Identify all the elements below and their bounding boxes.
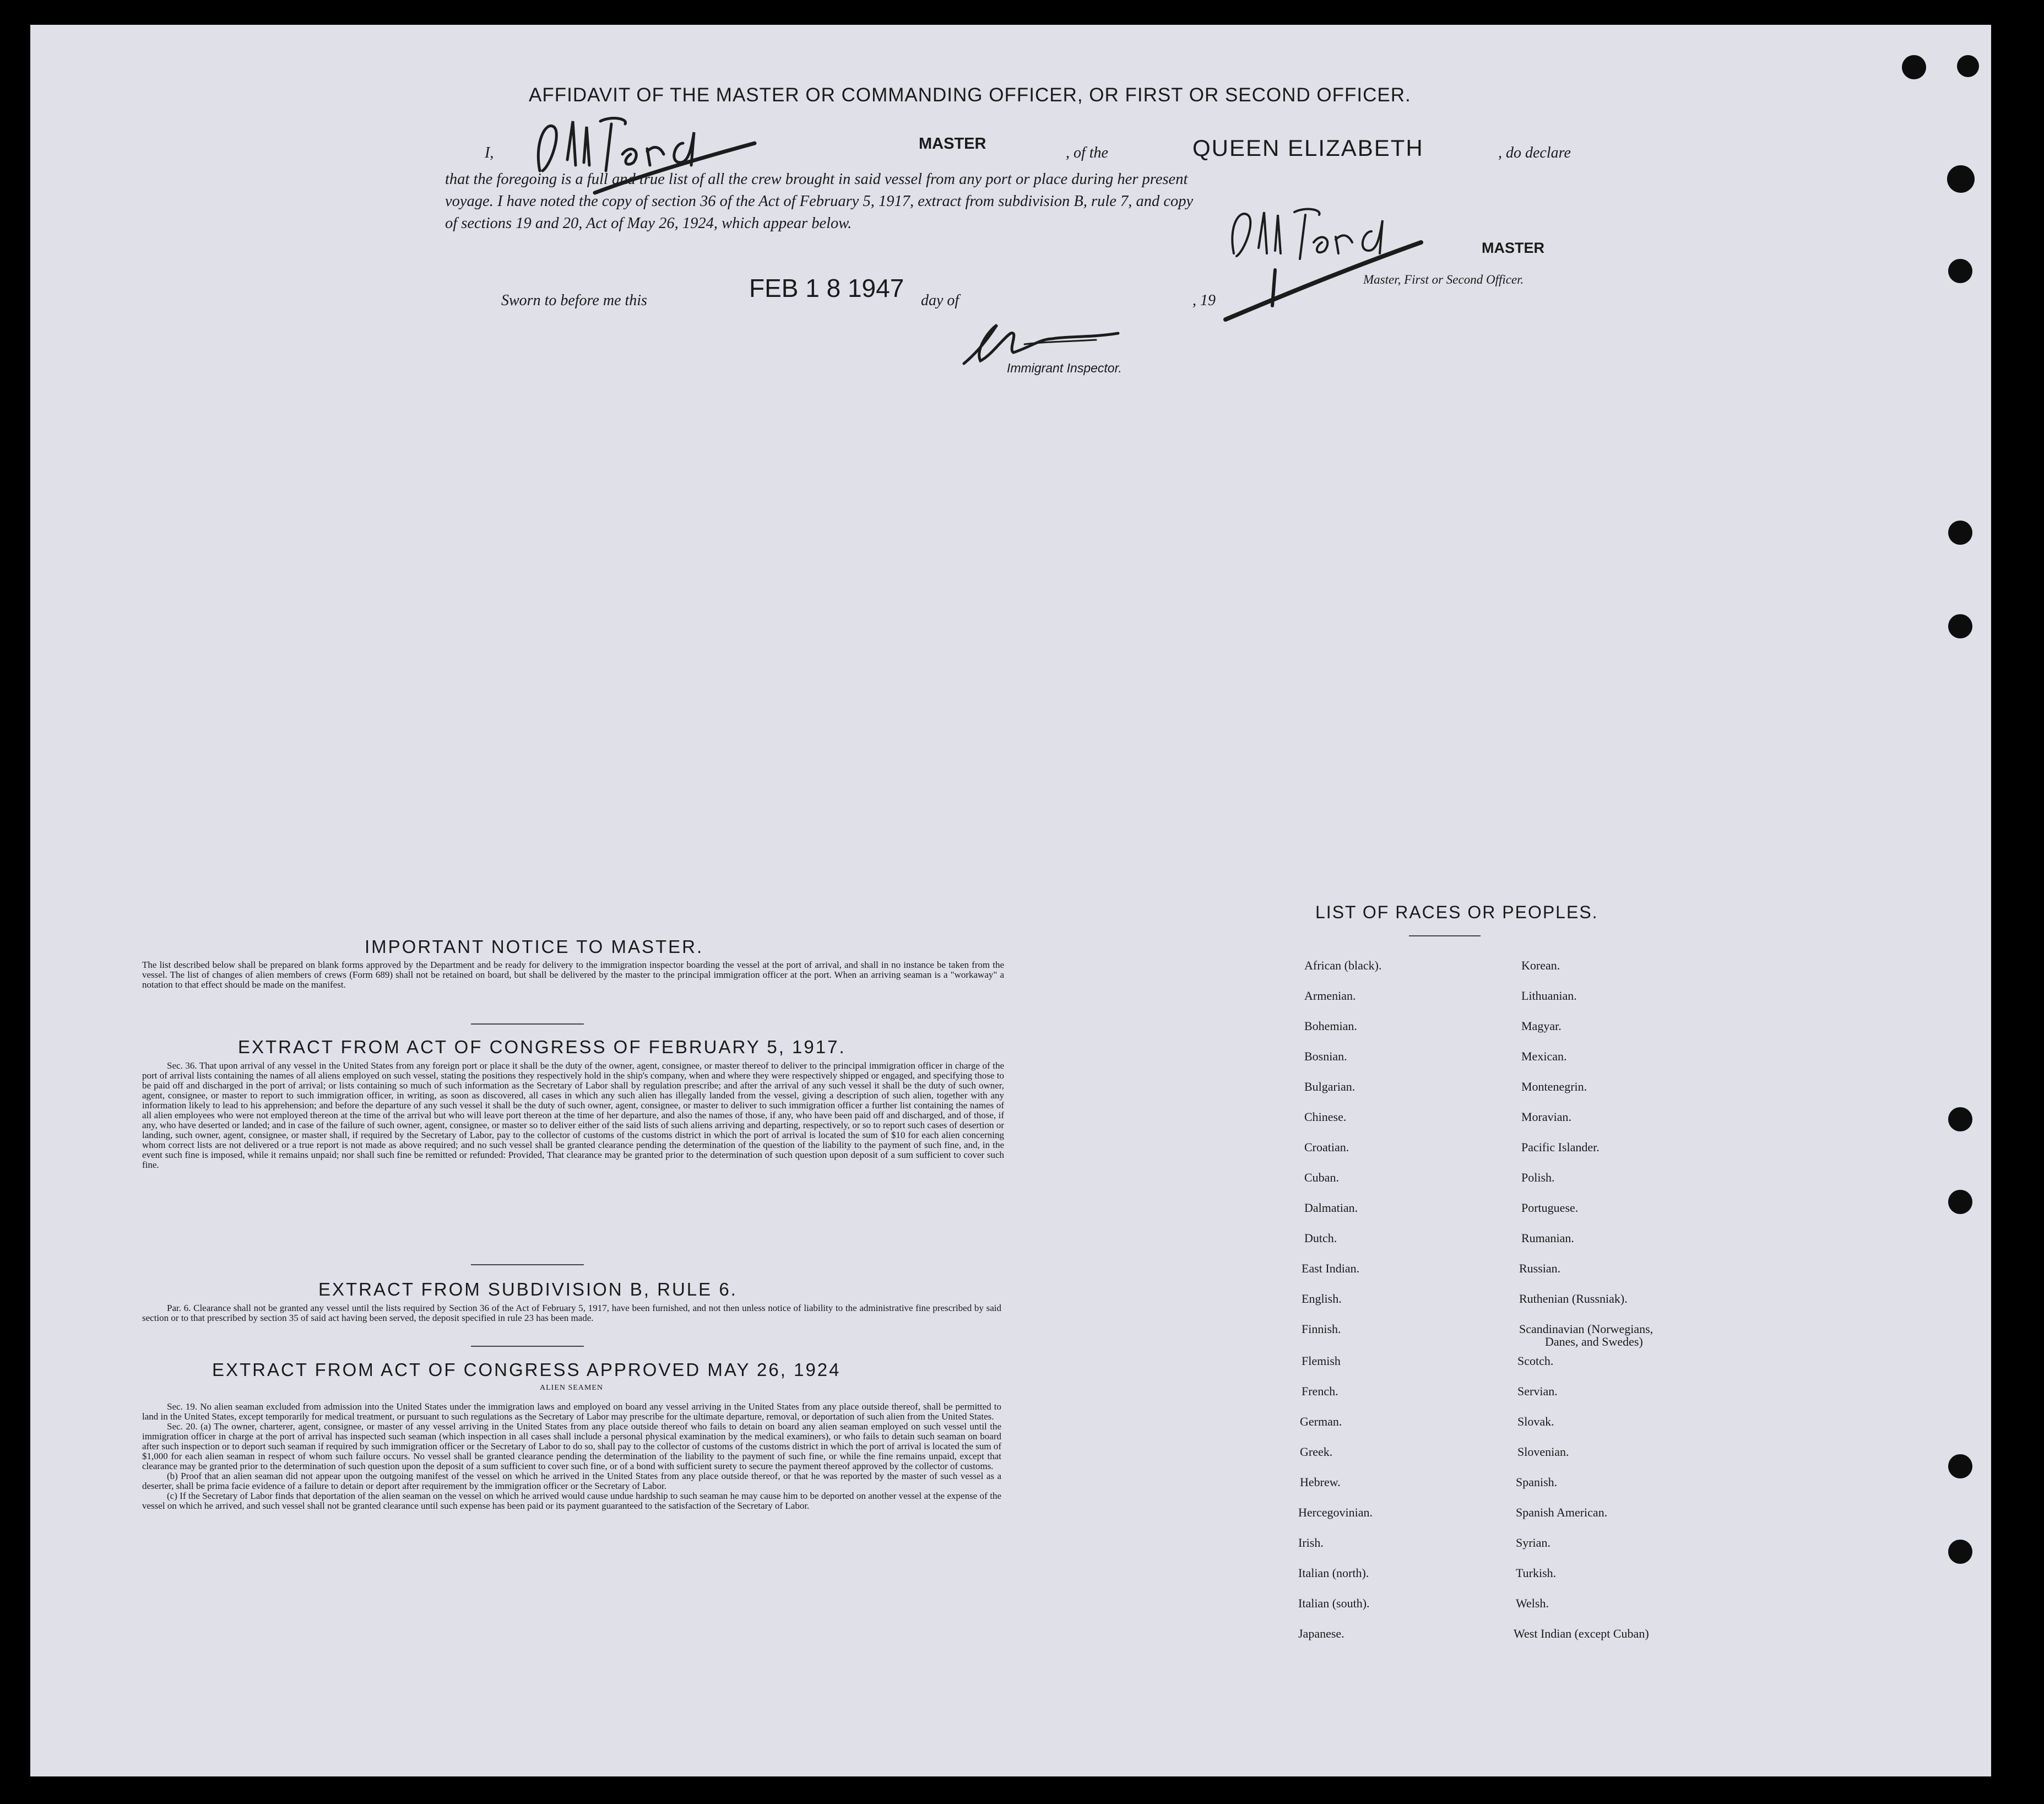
signer-caption: Master, First or Second Officer. bbox=[1363, 273, 1524, 286]
race-item: Finnish. bbox=[1302, 1322, 1341, 1336]
race-item: Irish. bbox=[1298, 1536, 1324, 1550]
master-signature-2 bbox=[1223, 204, 1443, 325]
race-item: Scotch. bbox=[1517, 1354, 1554, 1368]
race-item: Slovenian. bbox=[1517, 1445, 1569, 1459]
year-prefix: , 19 bbox=[1192, 292, 1216, 309]
race-item: Montenegrin. bbox=[1521, 1080, 1587, 1093]
race-item: Dalmatian. bbox=[1304, 1201, 1358, 1215]
race-item: Syrian. bbox=[1516, 1536, 1550, 1550]
section-19-text: Sec. 19. No alien seaman excluded from admission into the United States under the immigration laws and employed on board any vessel arriving in the United States from any place outside thereof, shall be permitted to land in the United States, except temporarily for medical treatment, or pursuant to such regulations as the Secretary of Labor may prescribe for the ultimate departure, removal, or deportation of such alien from the United States. bbox=[142, 1401, 1001, 1422]
race-item: Italian (north). bbox=[1298, 1566, 1369, 1580]
signer-stamp: MASTER bbox=[1482, 240, 1544, 256]
race-item: Pacific Islander. bbox=[1521, 1140, 1600, 1154]
race-item: Welsh. bbox=[1516, 1596, 1549, 1610]
race-item: Moravian. bbox=[1521, 1110, 1572, 1124]
subdivision-title: EXTRACT FROM SUBDIVISION B, RULE 6. bbox=[318, 1279, 738, 1299]
punch-hole bbox=[1947, 165, 1975, 193]
race-item: German. bbox=[1300, 1415, 1342, 1428]
race-item: Bohemian. bbox=[1304, 1019, 1357, 1033]
section-20c-text: (c) If the Secretary of Labor finds that deportation of the alien seaman on the vessel on which he arrived would cause undue hardship to such seaman he may cause him to be deported on another vessel at the expense of the vessel on which he arrived, and such vessel shall not be granted clearance until such expense has been paid or its payment guaranteed to the satisfaction of the Secretary of Labor. bbox=[142, 1491, 1001, 1511]
race-item: Ruthenian (Russniak). bbox=[1519, 1292, 1628, 1305]
inspector-caption: Immigrant Inspector. bbox=[1007, 361, 1122, 375]
date-stamp: FEB 1 8 1947 bbox=[749, 274, 904, 302]
rank-stamp: MASTER bbox=[919, 135, 986, 153]
race-item: French. bbox=[1302, 1384, 1338, 1398]
race-item: Portuguese. bbox=[1521, 1201, 1579, 1215]
race-item: Spanish. bbox=[1516, 1475, 1558, 1489]
subdivision-body: Par. 6. Clearance shall not be granted any vessel until the lists required by Section 36 of the Act of February 5, 1917, have been furnished, and not then unless notice of liability to the administrative fine prescribed by said section or to that prescribed by section 35 of said act having been served, the deposit specified in rule 23 has been made. bbox=[142, 1303, 1001, 1323]
master-signature-1 bbox=[529, 110, 766, 198]
race-item: Cuban. bbox=[1304, 1171, 1339, 1184]
race-item: Spanish American. bbox=[1516, 1505, 1608, 1519]
race-item: Dutch. bbox=[1304, 1231, 1337, 1245]
race-item: Bosnian. bbox=[1304, 1049, 1347, 1063]
extract-1924-body bbox=[142, 1402, 1001, 1511]
punch-hole bbox=[1902, 55, 1926, 79]
race-item: African (black). bbox=[1304, 958, 1382, 972]
punch-hole bbox=[1948, 521, 1972, 545]
affidavit-line-2: that the foregoing is a full and true list of all the crew brought in said vessel from any port or place during her present bbox=[445, 171, 1188, 188]
extract-1924-title: EXTRACT FROM ACT OF CONGRESS APPROVED MAY 26, 1924 bbox=[212, 1359, 841, 1380]
section-20a-text: Sec. 20. (a) The owner, charterer, agent, consignee, or master of any vessel arriving in the United States from any place outside thereof who fails to detain on board any alien seaman employed on such vessel until the immigration officer in charge at the port of arrival has inspected such seaman (which inspection in all cases shall include a personal physical examination by the medical examiners), or who fails to detain such seaman on board after such inspection or to deport such seaman if required by such immigration officer or the Secretary of Labor to do so, shall pay to the collector of customs of the customs district in which the port of arrival is located the sum of $1,000 for each alien seaman in respect of whom such failure occurs. No vessel shall be granted clearance pending the determination of the liability to the payment of such fine, or while the fine remains unpaid, except that clearance may be granted prior to the determination of such question upon the deposit of a sum sufficient to cover such fine, or of a bond with sufficient surety to secure the payment thereof approved by the collector of customs. bbox=[142, 1421, 1001, 1471]
race-item: Bulgarian. bbox=[1304, 1080, 1356, 1093]
punch-hole bbox=[1948, 614, 1972, 638]
divider bbox=[471, 1346, 584, 1347]
sworn-prefix: Sworn to before me this bbox=[501, 292, 647, 309]
extract-1924-subtitle: ALIEN SEAMEN bbox=[540, 1384, 604, 1392]
race-item: Japanese. bbox=[1298, 1627, 1344, 1640]
punch-hole bbox=[1948, 1107, 1972, 1131]
race-item: Magyar. bbox=[1521, 1019, 1562, 1033]
races-title: LIST OF RACES OR PEOPLES. bbox=[1315, 902, 1598, 922]
race-item: Scandinavian (Norwegians, bbox=[1519, 1322, 1653, 1336]
race-item: Lithuanian. bbox=[1521, 989, 1577, 1003]
race-item: Polish. bbox=[1521, 1171, 1555, 1184]
race-item: Mexican. bbox=[1521, 1049, 1567, 1063]
notice-title: IMPORTANT NOTICE TO MASTER. bbox=[365, 936, 704, 957]
affidavit-i-prefix: I, bbox=[485, 144, 494, 161]
of-the-label: , of the bbox=[1066, 144, 1108, 161]
race-item: Armenian. bbox=[1304, 989, 1356, 1003]
race-item: Hercegovinian. bbox=[1298, 1505, 1373, 1519]
race-item: Korean. bbox=[1521, 958, 1560, 972]
race-item: Flemish bbox=[1302, 1354, 1341, 1368]
section-20b-text: (b) Proof that an alien seaman did not appear upon the outgoing manifest of the vessel on which he arrived in the United States from any place outside thereof, or that he was reported by the master of such vessel as a deserter, shall be prima facie evidence of a failure to detain or deport after requirement by the immigration officer or the Secretary of Labor. bbox=[142, 1471, 1001, 1491]
punch-hole bbox=[1957, 55, 1979, 77]
race-item: Turkish. bbox=[1516, 1566, 1557, 1580]
punch-hole bbox=[1948, 259, 1972, 283]
race-item-continuation: Danes, and Swedes) bbox=[1545, 1335, 1643, 1348]
divider bbox=[471, 1023, 584, 1025]
extract-1917-title: EXTRACT FROM ACT OF CONGRESS OF FEBRUARY 5, 1917. bbox=[238, 1037, 846, 1057]
affidavit-title: AFFIDAVIT OF THE MASTER OR COMMANDING OFFICER, OR FIRST OR SECOND OFFICER. bbox=[529, 84, 1411, 106]
race-item: West Indian (except Cuban) bbox=[1514, 1627, 1649, 1640]
race-item: Greek. bbox=[1300, 1445, 1333, 1459]
divider bbox=[1409, 935, 1481, 936]
extract-1917-body: Sec. 36. That upon arrival of any vessel in the United States from any foreign port or place it shall be the duty of the owner, agent, consignee, or master thereof to deliver to the principal immigration officer in charge of the port of arrival lists containing the names of all aliens employed on such vessel, stating the positions they respectively hold in the ship's company, when and where they were respectively shipped or engaged, and specifying those to be paid off and discharged in the port of arrival; or lists containing so much of such information as the Secretary of Labor shall by regulation prescribe; and after the arrival of any such vessel it shall be the duty of such owner, agent, consignee, or master to report to such immigration officer, in writing, as soon as discovered, all cases in which any such alien has illegally landed from the vessel, giving a description of such alien, together with any information likely to lead to his apprehension; and before the departure of any such vessel it shall be the duty of such owner, agent, consignee, or master to deliver to such immigration officer a further list containing the names of all alien employees who were not employed thereon at the time of the arrival but who will leave port thereon at the time of her departure, and also the names of those, if any, who have been paid off and discharged, and of those, if any, who have deserted or landed; and in case of the failure of such owner, agent, consignee, or master so to deliver either of the said lists of such aliens arriving and departing, respectively, or so to report such cases of desertion or landing, such owner, agent, consignee, or master shall, if required by the Secretary of Labor, pay to the collector of customs of the customs district in which the port of arrival is located the sum of $10 for each alien concerning whom correct lists are not delivered or a true report is not made as above required; and no such vessel shall be granted clearance pending the determination of the question of the liability to the payment of such fine, and, in the event such fine is imposed, while it remains unpaid; nor shall such fine be remitted or refunded: Provided, That clearance may be granted prior to the determination of such question upon deposit of a sum sufficient to cover such fine. bbox=[142, 1060, 1004, 1170]
race-item: English. bbox=[1302, 1292, 1342, 1305]
divider bbox=[471, 1264, 584, 1265]
race-item: Slovak. bbox=[1517, 1415, 1554, 1428]
race-item: East Indian. bbox=[1302, 1261, 1360, 1275]
race-item: Croatian. bbox=[1304, 1140, 1349, 1154]
notice-body: The list described below shall be prepared on blank forms approved by the Department and be ready for delivery to the immigration inspector boarding the vessel at the port of arrival, and shall in no instance be taken from the vessel. The list of changes of alien members of crews (Form 689) shall not be retained on board, but shall be delivered by the master to the principal immigration officer at the port. When an arriving seaman is a "workaway" a notation to that effect should be made on the manifest. bbox=[142, 960, 1004, 990]
do-declare-label: , do declare bbox=[1498, 144, 1571, 161]
document-page bbox=[30, 25, 1991, 1776]
inspector-signature bbox=[958, 317, 1146, 369]
punch-hole bbox=[1948, 1454, 1972, 1478]
race-item: Chinese. bbox=[1304, 1110, 1347, 1124]
affidavit-line-3: voyage. I have noted the copy of section 36 of the Act of February 5, 1917, extract from subdivision B, rule 7, and copy bbox=[445, 193, 1194, 210]
race-item: Hebrew. bbox=[1300, 1475, 1341, 1489]
race-item: Italian (south). bbox=[1298, 1596, 1370, 1610]
race-item: Servian. bbox=[1517, 1384, 1558, 1398]
race-item: Russian. bbox=[1519, 1261, 1561, 1275]
vessel-name-stamp: QUEEN ELIZABETH bbox=[1192, 135, 1424, 161]
day-of-label: day of bbox=[921, 292, 959, 309]
punch-hole bbox=[1948, 1540, 1972, 1564]
race-item: Rumanian. bbox=[1521, 1231, 1574, 1245]
affidavit-line-4: of sections 19 and 20, Act of May 26, 1924, which appear below. bbox=[445, 215, 852, 232]
punch-hole bbox=[1948, 1190, 1972, 1214]
